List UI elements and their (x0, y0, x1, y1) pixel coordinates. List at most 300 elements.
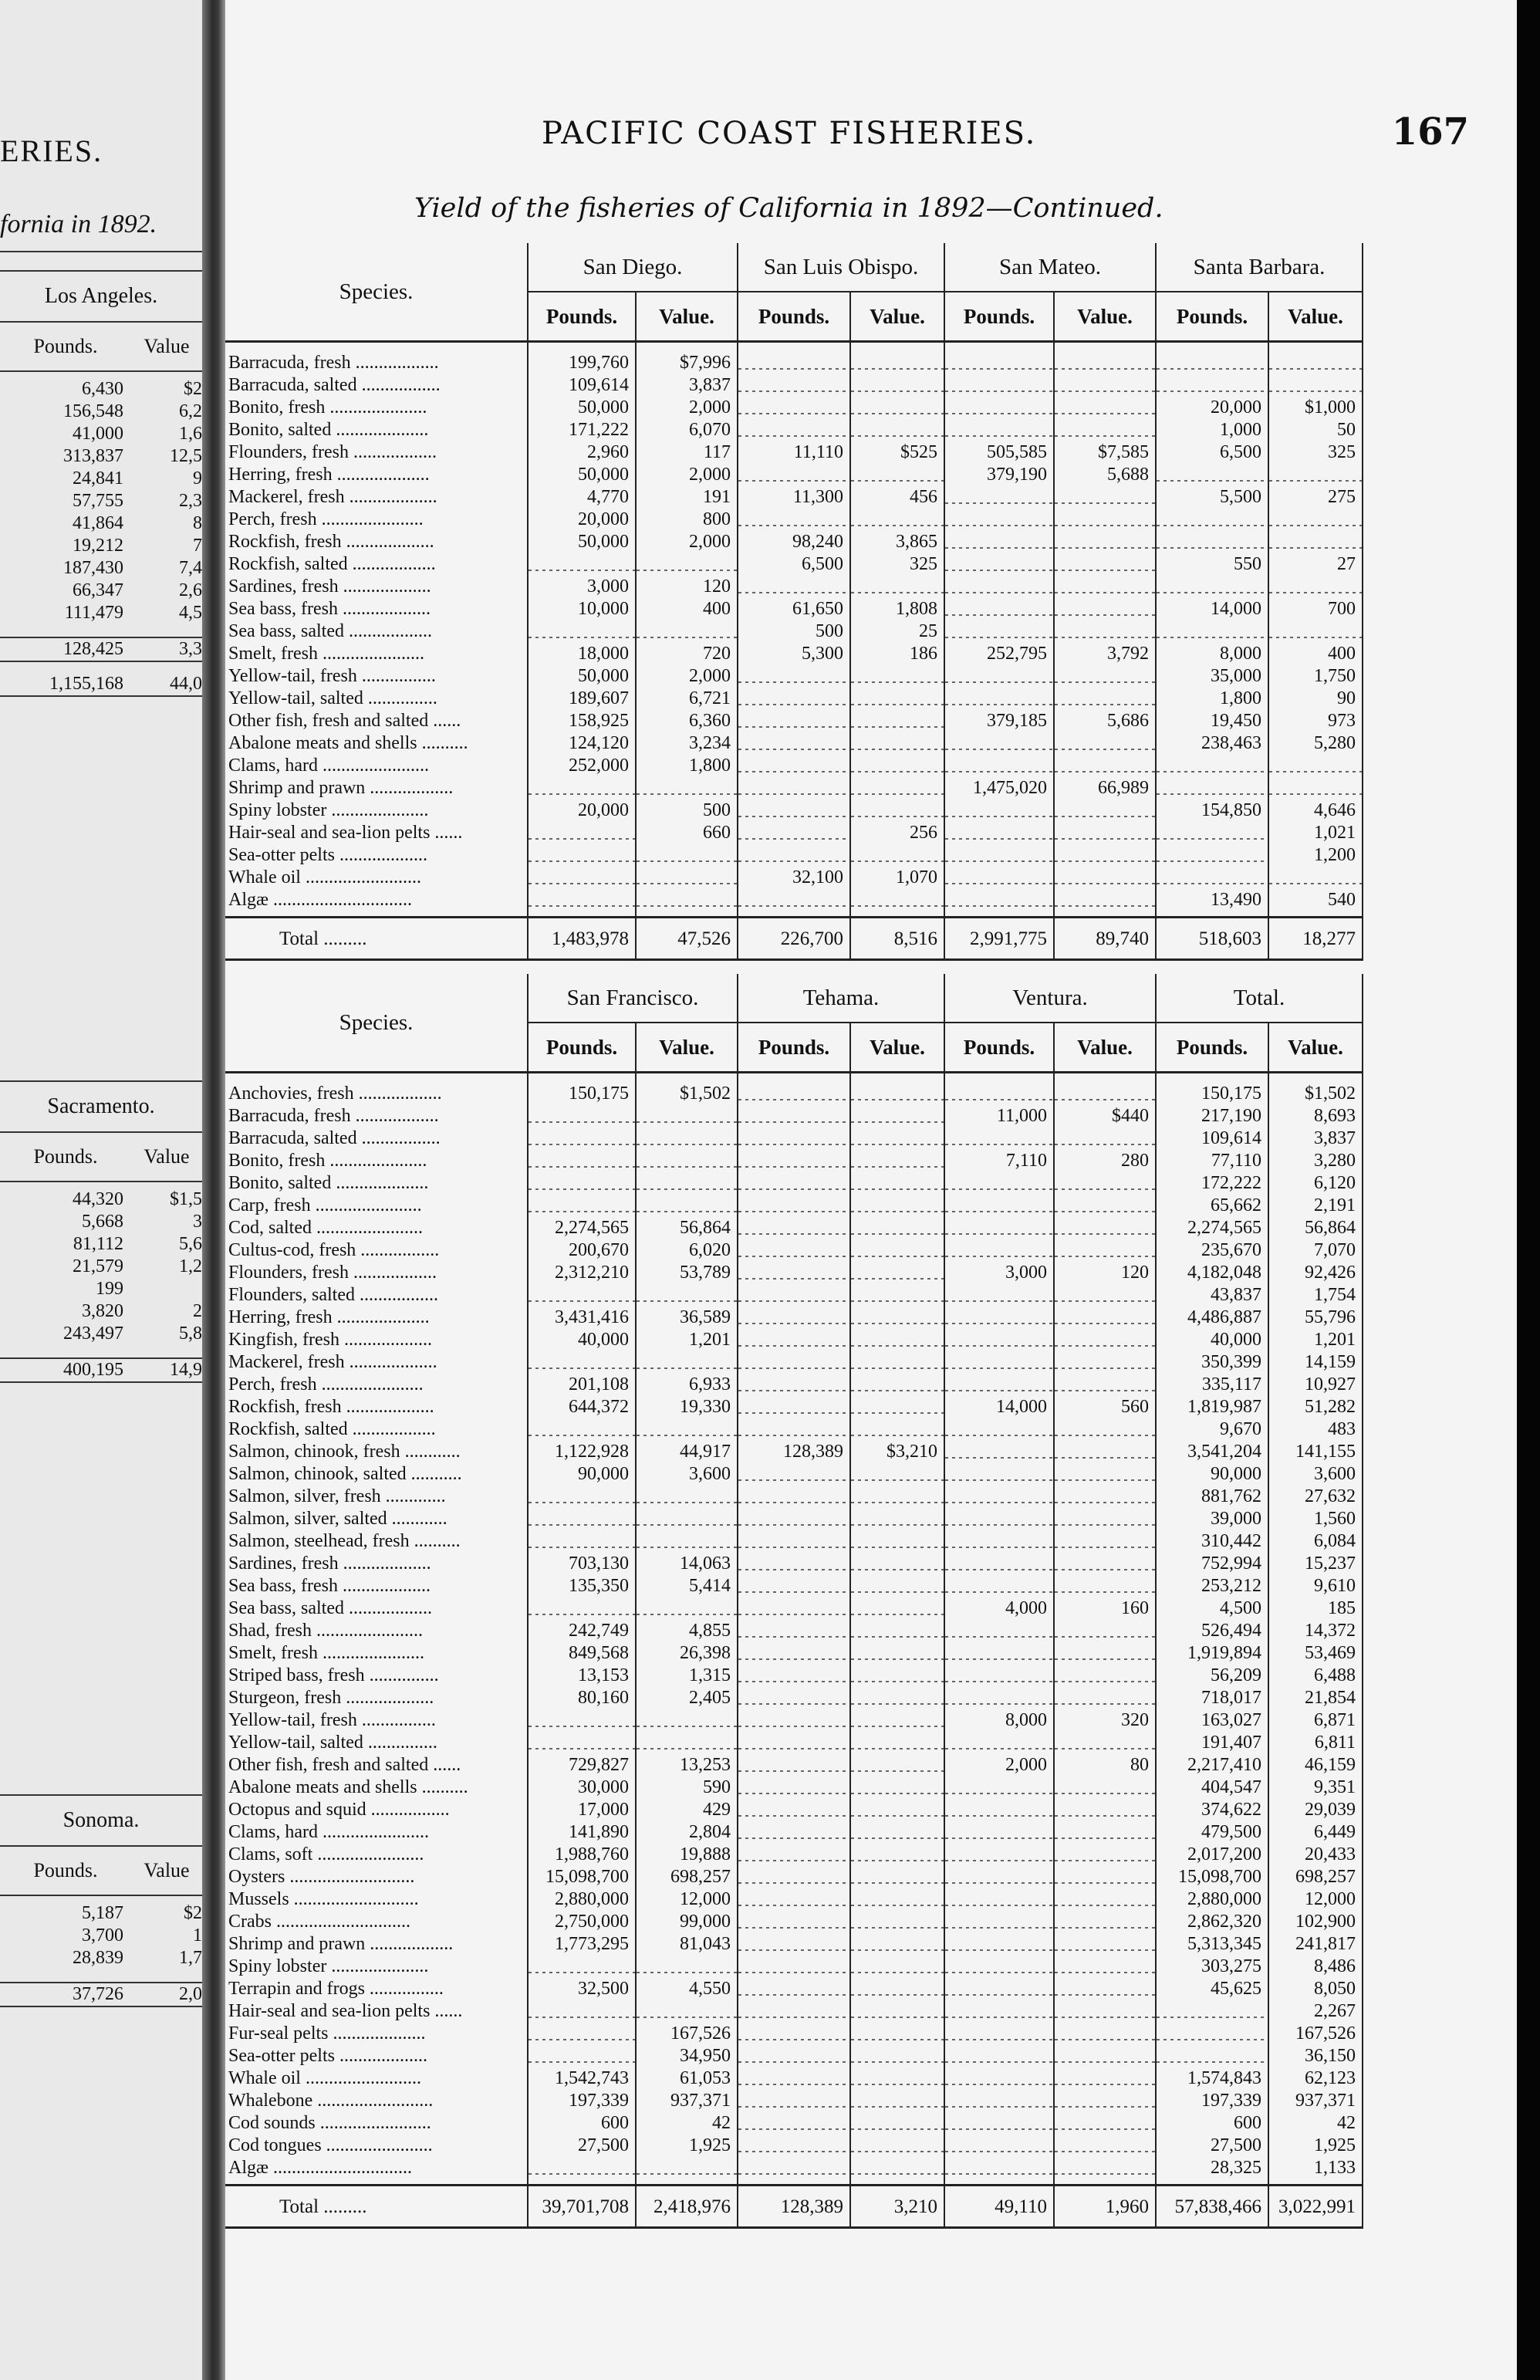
species-name: Bonito, fresh ..................... (225, 397, 528, 419)
value-cell (850, 1508, 944, 1530)
pounds-cell: 335,117 (1156, 1374, 1268, 1396)
pounds-cell (528, 1418, 636, 1441)
pounds-cell: 752,994 (1156, 1553, 1268, 1575)
value-cell (850, 1777, 944, 1799)
pounds-cell: 2,960 (528, 441, 636, 464)
value-cell (850, 1687, 944, 1709)
value-cell: 1,201 (1268, 1329, 1363, 1351)
facing-pounds-cell: 1,155,168 (49, 674, 123, 694)
pounds-cell: 2,880,000 (528, 1888, 636, 1911)
value-cell (850, 2067, 944, 2090)
facing-pounds-cell: 187,430 (63, 558, 123, 578)
table-row (225, 844, 1363, 867)
value-cell: 241,817 (1268, 1933, 1363, 1956)
value-cell (1054, 1933, 1156, 1956)
pounds-cell (738, 1105, 850, 1127)
pounds-cell (738, 710, 850, 732)
table-southern-counties (225, 243, 1363, 961)
value-cell (1054, 1217, 1156, 1239)
facing-pounds-cell: 37,726 (73, 1984, 123, 2004)
species-name: Rockfish, fresh ................... (225, 1396, 528, 1418)
value-cell: 34,950 (636, 2045, 738, 2067)
pounds-cell: 27,500 (528, 2135, 636, 2157)
pounds-cell: 6,500 (738, 553, 850, 576)
value-cell: 320 (1054, 1709, 1156, 1732)
table-row (225, 1687, 1363, 1709)
table-row (225, 1709, 1363, 1732)
pounds-column-header: Pounds. (944, 292, 1054, 342)
value-cell: 698,257 (636, 1866, 738, 1888)
value-column-header: Value. (1268, 292, 1363, 342)
facing-value-cell: $2 (184, 1903, 202, 1923)
table-row (225, 598, 1363, 620)
value-cell: 7,070 (1268, 1239, 1363, 1262)
pounds-cell: 238,463 (1156, 732, 1268, 755)
species-name: Cod sounds ........................ (225, 2112, 528, 2135)
value-cell (1054, 800, 1156, 822)
species-name: Sea-otter pelts ................... (225, 844, 528, 867)
pounds-cell: 350,399 (1156, 1351, 1268, 1374)
value-cell (1054, 1329, 1156, 1351)
value-cell (1054, 1620, 1156, 1642)
total-pounds-cell: 2,991,775 (944, 918, 1054, 960)
value-cell: 4,646 (1268, 800, 1363, 822)
value-cell (636, 620, 738, 643)
value-cell (850, 1732, 944, 1754)
pounds-cell (738, 2045, 850, 2067)
facing-value-cell: 3 (193, 1212, 202, 1232)
pounds-cell: 550 (1156, 553, 1268, 576)
pounds-cell (528, 1351, 636, 1374)
facing-pounds-cell: 111,479 (64, 603, 123, 623)
total-pounds-cell: 226,700 (738, 918, 850, 960)
value-cell: 29,039 (1268, 1799, 1363, 1821)
facing-row (0, 1256, 202, 1278)
facing-row (0, 1902, 202, 1925)
pounds-cell (944, 1217, 1054, 1239)
page-167 (225, 0, 1517, 2380)
pounds-cell (944, 1933, 1054, 1956)
facing-value-header: Value (144, 1145, 190, 1168)
value-cell: 937,371 (636, 2090, 738, 2112)
species-name: Shrimp and prawn .................. (225, 777, 528, 800)
value-cell: 21,854 (1268, 1687, 1363, 1709)
pounds-cell: 4,770 (528, 486, 636, 509)
pounds-cell: 18,000 (528, 643, 636, 665)
value-cell: 6,488 (1268, 1665, 1363, 1687)
value-column-header: Value. (850, 292, 944, 342)
value-cell (850, 1262, 944, 1284)
pounds-cell: 600 (528, 2112, 636, 2135)
species-name: Sea bass, salted .................. (225, 620, 528, 643)
value-cell (1054, 1307, 1156, 1329)
table-row (225, 1150, 1363, 1172)
value-cell (1054, 1642, 1156, 1665)
value-cell: 1,021 (1268, 822, 1363, 844)
value-cell (850, 777, 944, 800)
value-cell (1054, 486, 1156, 509)
value-cell (1054, 1911, 1156, 1933)
value-cell: 2,000 (636, 665, 738, 688)
pounds-cell: 1,542,743 (528, 2067, 636, 2090)
table-row (225, 2000, 1363, 2023)
pounds-cell (738, 1508, 850, 1530)
value-cell (1268, 777, 1363, 800)
pounds-cell: 20,000 (528, 509, 636, 531)
species-name: Sardines, fresh ................... (225, 1553, 528, 1575)
pounds-cell: 479,500 (1156, 1821, 1268, 1844)
table-row (225, 1777, 1363, 1799)
pounds-cell: 703,130 (528, 1553, 636, 1575)
table-row (225, 1597, 1363, 1620)
pounds-cell (944, 2090, 1054, 2112)
facing-row (0, 378, 202, 401)
pounds-cell: 1,800 (1156, 688, 1268, 710)
value-cell (1054, 1978, 1156, 2000)
pounds-cell (738, 688, 850, 710)
value-cell (850, 1911, 944, 1933)
value-cell: 27 (1268, 553, 1363, 576)
value-cell (850, 1217, 944, 1239)
facing-value-cell: 14,9 (170, 1360, 202, 1380)
value-cell (1054, 822, 1156, 844)
value-cell (1268, 509, 1363, 531)
facing-row (0, 1278, 202, 1300)
pounds-cell: 124,120 (528, 732, 636, 755)
value-cell (850, 1575, 944, 1597)
value-cell: 14,159 (1268, 1351, 1363, 1374)
species-name: Carp, fresh ....................... (225, 1195, 528, 1217)
pounds-cell (528, 777, 636, 800)
value-cell (636, 1732, 738, 1754)
table-row (225, 822, 1363, 844)
table-row (225, 2157, 1363, 2179)
value-cell (636, 1127, 738, 1150)
value-cell (636, 1530, 738, 1553)
facing-row (0, 490, 202, 512)
table-row (225, 1463, 1363, 1486)
species-name: Mackerel, fresh ................... (225, 486, 528, 509)
pounds-cell: 150,175 (1156, 1083, 1268, 1105)
pounds-cell: 235,670 (1156, 1239, 1268, 1262)
value-cell (636, 1195, 738, 1217)
value-cell (850, 688, 944, 710)
facing-block-sacramento (0, 1080, 202, 1383)
pounds-cell (944, 822, 1054, 844)
facing-pounds-cell: 41,864 (73, 513, 123, 533)
pounds-cell (528, 1172, 636, 1195)
value-cell (850, 576, 944, 598)
value-cell: 10,927 (1268, 1374, 1363, 1396)
pounds-cell (1156, 755, 1268, 777)
pounds-cell (944, 1687, 1054, 1709)
value-cell (636, 1150, 738, 1172)
table-row (225, 1575, 1363, 1597)
value-cell (1054, 1441, 1156, 1463)
pounds-cell: 849,568 (528, 1642, 636, 1665)
pounds-cell: 2,750,000 (528, 1911, 636, 1933)
pounds-cell (944, 889, 1054, 911)
pounds-cell (944, 2112, 1054, 2135)
value-cell (1054, 844, 1156, 867)
value-cell (1054, 352, 1156, 374)
species-name: Rockfish, fresh ................... (225, 531, 528, 553)
value-cell (850, 1553, 944, 1575)
value-cell (850, 1821, 944, 1844)
pounds-cell (738, 2090, 850, 2112)
pounds-cell: 2,880,000 (1156, 1888, 1268, 1911)
value-cell: 325 (850, 553, 944, 576)
species-name: Spiny lobster ..................... (225, 800, 528, 822)
table-row (225, 2023, 1363, 2045)
species-name: Anchovies, fresh .................. (225, 1083, 528, 1105)
pounds-cell (944, 688, 1054, 710)
value-cell: 6,020 (636, 1239, 738, 1262)
species-name: Abalone meats and shells .......... (225, 732, 528, 755)
facing-row (0, 557, 202, 580)
table-row (225, 2090, 1363, 2112)
value-cell: 14,063 (636, 1553, 738, 1575)
pounds-cell: 20,000 (1156, 397, 1268, 419)
pounds-cell (738, 1687, 850, 1709)
pounds-cell: 200,670 (528, 1239, 636, 1262)
table-caption: Yield of the fisheries of California in 1892—Continued. (414, 193, 1163, 224)
table-row (225, 732, 1363, 755)
value-cell (850, 665, 944, 688)
value-cell (1054, 1687, 1156, 1709)
value-cell: 3,600 (1268, 1463, 1363, 1486)
species-name: Hair-seal and sea-lion pelts ...... (225, 2000, 528, 2023)
pounds-cell: 197,339 (528, 2090, 636, 2112)
pounds-cell (738, 374, 850, 397)
pounds-cell: 303,275 (1156, 1956, 1268, 1978)
species-name: Whalebone ......................... (225, 2090, 528, 2112)
pounds-cell: 600 (1156, 2112, 1268, 2135)
pounds-cell: 4,182,048 (1156, 1262, 1268, 1284)
value-cell: 46,159 (1268, 1754, 1363, 1777)
county-header-san-luis-obispo: San Luis Obispo. (738, 243, 944, 292)
facing-value-cell: 12,5 (170, 446, 202, 466)
pounds-cell: 77,110 (1156, 1150, 1268, 1172)
pounds-cell (944, 1642, 1054, 1665)
value-cell (850, 2000, 944, 2023)
species-name: Yellow-tail, fresh ................ (225, 665, 528, 688)
value-cell: 36,589 (636, 1307, 738, 1329)
species-name: Crabs ............................. (225, 1911, 528, 1933)
species-name: Oysters ........................... (225, 1866, 528, 1888)
table-row (225, 1374, 1363, 1396)
pounds-cell (738, 1127, 850, 1150)
species-name: Sardines, fresh ................... (225, 576, 528, 598)
facing-row (0, 1323, 202, 1345)
value-cell: 6,871 (1268, 1709, 1363, 1732)
value-cell: 5,280 (1268, 732, 1363, 755)
facing-value-cell: 9 (193, 468, 202, 489)
value-cell (1054, 1418, 1156, 1441)
pounds-cell (738, 352, 850, 374)
table-row (225, 2067, 1363, 2090)
species-name: Octopus and squid ................. (225, 1799, 528, 1821)
species-name: Cod, salted ....................... (225, 1217, 528, 1239)
pounds-cell: 8,000 (944, 1709, 1054, 1732)
value-cell (1054, 1239, 1156, 1262)
value-cell: 62,123 (1268, 2067, 1363, 2090)
value-cell (1054, 1866, 1156, 1888)
species-name: Yellow-tail, fresh ................ (225, 1709, 528, 1732)
facing-pounds-cell: 128,425 (63, 639, 123, 659)
facing-value-cell: 1,2 (179, 1256, 202, 1276)
pounds-cell: 90,000 (1156, 1463, 1268, 1486)
value-cell (1054, 2112, 1156, 2135)
value-cell: 160 (1054, 1597, 1156, 1620)
facing-value-header: Value (144, 335, 190, 357)
facing-row (0, 445, 202, 468)
facing-row (0, 423, 202, 445)
pounds-cell (944, 374, 1054, 397)
value-cell (636, 1486, 738, 1508)
pounds-cell (738, 1575, 850, 1597)
pounds-cell: 4,486,887 (1156, 1307, 1268, 1329)
value-cell: 1,925 (1268, 2135, 1363, 2157)
pounds-cell: 881,762 (1156, 1486, 1268, 1508)
pounds-cell (738, 464, 850, 486)
facing-value-cell: 2,0 (179, 1984, 202, 2004)
value-cell (850, 1799, 944, 1821)
value-cell (1054, 2135, 1156, 2157)
value-cell (850, 1374, 944, 1396)
value-cell (850, 374, 944, 397)
facing-county-header: Sacramento. (47, 1094, 155, 1118)
pounds-cell (738, 800, 850, 822)
pounds-column-header: Pounds. (528, 292, 636, 342)
table-row (225, 1418, 1363, 1441)
species-name: Mackerel, fresh ................... (225, 1351, 528, 1374)
species-header: Species. (225, 974, 528, 1073)
table-row (225, 1620, 1363, 1642)
table-row (225, 1530, 1363, 1553)
pounds-cell (738, 1530, 850, 1553)
pounds-cell: 13,153 (528, 1665, 636, 1687)
table-row (225, 1441, 1363, 1463)
facing-pounds-cell: 3,700 (82, 1925, 123, 1946)
pounds-cell (944, 1374, 1054, 1396)
value-cell: 55,796 (1268, 1307, 1363, 1329)
pounds-cell (528, 867, 636, 889)
value-cell: 5,688 (1054, 464, 1156, 486)
pounds-cell: 379,185 (944, 710, 1054, 732)
facing-row (0, 1300, 202, 1323)
facing-row (0, 468, 202, 490)
table-row (225, 867, 1363, 889)
pounds-cell: 2,862,320 (1156, 1911, 1268, 1933)
pounds-cell (528, 1486, 636, 1508)
total-value-cell: 18,277 (1268, 918, 1363, 960)
pounds-cell (1156, 620, 1268, 643)
value-cell: 15,237 (1268, 1553, 1363, 1575)
facing-row (0, 512, 202, 535)
facing-value-cell: $2 (184, 379, 202, 399)
pounds-cell: 15,098,700 (1156, 1866, 1268, 1888)
value-cell: 53,789 (636, 1262, 738, 1284)
pounds-cell: 40,000 (528, 1329, 636, 1351)
value-cell: 80 (1054, 1754, 1156, 1777)
value-cell: 1,754 (1268, 1284, 1363, 1307)
value-cell (850, 732, 944, 755)
pounds-cell (1156, 374, 1268, 397)
value-cell: $440 (1054, 1105, 1156, 1127)
pounds-cell (738, 1642, 850, 1665)
pounds-cell (944, 844, 1054, 867)
value-cell (636, 1284, 738, 1307)
total-value-cell: 3,210 (850, 2186, 944, 2228)
pounds-cell (738, 2157, 850, 2179)
value-cell (850, 1127, 944, 1150)
pounds-cell (944, 1799, 1054, 1821)
table-row (225, 665, 1363, 688)
facing-row (0, 1188, 202, 1211)
pounds-cell (738, 1933, 850, 1956)
value-cell (850, 2135, 944, 2157)
value-cell: 456 (850, 486, 944, 509)
value-cell (1268, 755, 1363, 777)
facing-total-row (0, 1983, 202, 2006)
facing-pounds-cell: 243,497 (63, 1324, 123, 1344)
value-cell (1054, 665, 1156, 688)
pounds-cell: 729,827 (528, 1754, 636, 1777)
value-cell (850, 1956, 944, 1978)
facing-value-cell: $1,5 (170, 1189, 202, 1209)
species-name: Bonito, salted .................... (225, 419, 528, 441)
value-cell: 2,191 (1268, 1195, 1363, 1217)
value-cell: 8,486 (1268, 1956, 1363, 1978)
facing-row (0, 1947, 202, 1969)
table-row (225, 1642, 1363, 1665)
total-value-cell: 3,022,991 (1268, 2186, 1363, 2228)
value-cell (850, 1866, 944, 1888)
value-cell (1054, 1083, 1156, 1105)
value-cell (850, 1597, 944, 1620)
value-cell: 3,865 (850, 531, 944, 553)
value-cell: 185 (1268, 1597, 1363, 1620)
pounds-cell (944, 531, 1054, 553)
species-name: Sea-otter pelts ................... (225, 2045, 528, 2067)
pounds-cell (738, 1732, 850, 1754)
county-header-san-mateo: San Mateo. (944, 243, 1156, 292)
value-cell (636, 1418, 738, 1441)
value-cell (1268, 620, 1363, 643)
facing-pounds-cell: 19,212 (73, 536, 123, 556)
pounds-cell: 242,749 (528, 1620, 636, 1642)
pounds-cell: 7,110 (944, 1150, 1054, 1172)
pounds-cell (944, 2000, 1054, 2023)
total-label: Total ......... (225, 2186, 528, 2228)
pounds-cell (1156, 777, 1268, 800)
table-row (225, 352, 1363, 374)
value-cell: 2,267 (1268, 2000, 1363, 2023)
pounds-cell (738, 397, 850, 419)
facing-pounds-cell: 41,000 (73, 424, 123, 444)
value-cell (1054, 1575, 1156, 1597)
species-name: Sturgeon, fresh ................... (225, 1687, 528, 1709)
value-cell (850, 1329, 944, 1351)
pounds-cell (944, 1127, 1054, 1150)
value-cell (1054, 1888, 1156, 1911)
total-value-cell: 8,516 (850, 918, 944, 960)
pounds-cell (738, 665, 850, 688)
species-name: Salmon, chinook, fresh ............ (225, 1441, 528, 1463)
species-name: Herring, fresh .................... (225, 1307, 528, 1329)
value-cell: 191 (636, 486, 738, 509)
